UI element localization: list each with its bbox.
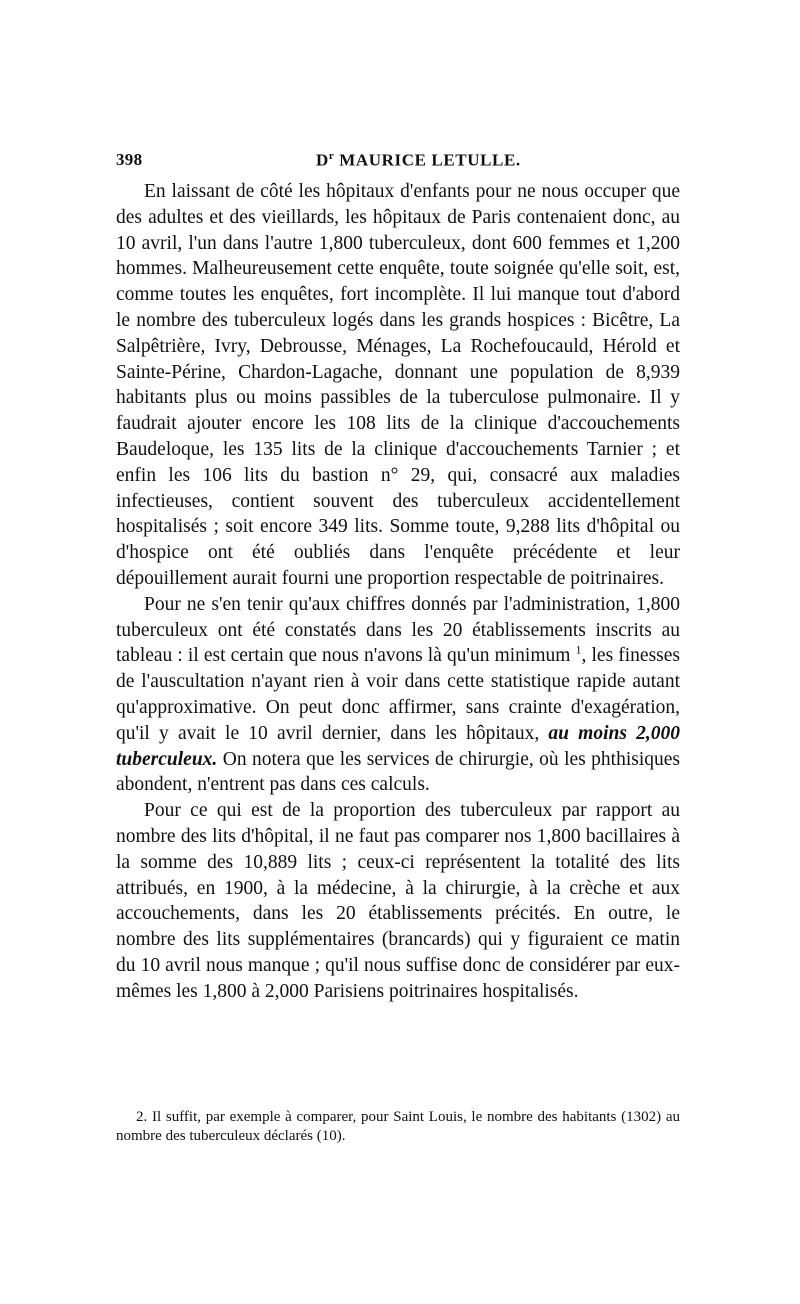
running-title: [316, 150, 521, 171]
body-text: [116, 179, 680, 1005]
paragraph-2-part-3: On notera que les services de chirurgie, où les phthisiques abondent, n'entrent pas dans ces calculs.: [116, 748, 680, 796]
title-author: MAURICE LETULLE.: [334, 150, 521, 170]
footnote-text: Il suffit, par exemple à comparer, pour Saint Louis, le nombre des habitants (1302) au nombre des tuberculeux déclarés (10).: [116, 1109, 680, 1144]
title-prefix: D: [316, 150, 329, 170]
footnote: [116, 1108, 680, 1146]
page-number: 398: [116, 150, 143, 169]
paragraph-1: En laissant de côté les hôpitaux d'enfants pour ne nous occuper que des adultes et des vieillards, les hôpitaux de Paris contenaient donc, au 10 avril, l'un dans l'autre 1,800 tuberculeux, dont 600 femmes et 1,200 hommes. Malheureusement cette enquête, toute soignée qu'elle soit, est, comme toutes les enquêtes, fort incomplète. Il lui manque tout d'abord le nombre des tuberculeux logés dans les grands hospices : Bicêtre, La Salpêtrière, Ivry, Debrousse, Ménages, La Rochefoucauld, Hérold et Sainte-Périne, Chardon-Lagache, donnant une population de 8,939 habitants plus ou moins passibles de la tuberculose pulmonaire. Il y faudrait ajouter encore les 108 lits de la clinique d'accouchements Baudeloque, les 135 lits de la clinique d'accouchements Tarnier ; et enfin les 106 lits du bastion n° 29, qui, consacré aux maladies infectieuses, contient souvent des tuberculeux accidentellement hospitalisés ; soit encore 349 lits. Somme toute, 9,288 lits d'hôpital ou d'hospice ont été oubliés dans l'enquête précédente et leur dépouillement aurait fourni une proportion respectable de poitrinaires.: [116, 181, 680, 589]
title-superscript: r: [328, 150, 335, 162]
paragraph-3: Pour ce qui est de la proportion des tuberculeux par rapport au nombre des lits d'hôpital, il ne faut pas comparer nos 1,800 bacillaires à la somme des 10,889 lits ; ceux-ci représentent la totalité des lits attribués, en 1900, à la médecine, à la chirurgie, à la crèche et aux accouchements, dans les 20 établissements précités. En outre, le nombre des lits supplémentaires (brancards) qui y figuraient ce matin du 10 avril nous manque ; qu'il nous suffise donc de considérer par eux-mêmes les 1,800 à 2,000 Parisiens poitrinaires hospitalisés.: [116, 800, 680, 1002]
running-header: [116, 150, 680, 176]
emphasized-phrase: au moins 2,000 tuberculeux.: [116, 722, 680, 770]
paragraph-2: [116, 592, 680, 798]
footnote-reference: 1: [575, 642, 582, 657]
footnote-marker: 2.: [136, 1109, 148, 1125]
paragraph-2-part-2: , les finesses de l'auscultation n'ayant rien à voir dans cette statistique rapide autant qu'approximative. On peut donc affirmer, sans crainte d'exagération, qu'il y avait le 10 avril dernier, dans les hôpitaux,: [116, 645, 681, 744]
paragraph-2-part-1: Pour ne s'en tenir qu'aux chiffres donnés par l'administration, 1,800 tuberculeux ont été constatés dans les 20 établissements inscrits au tableau : il est certain que nous n'avons là qu'un minimum: [116, 593, 680, 667]
